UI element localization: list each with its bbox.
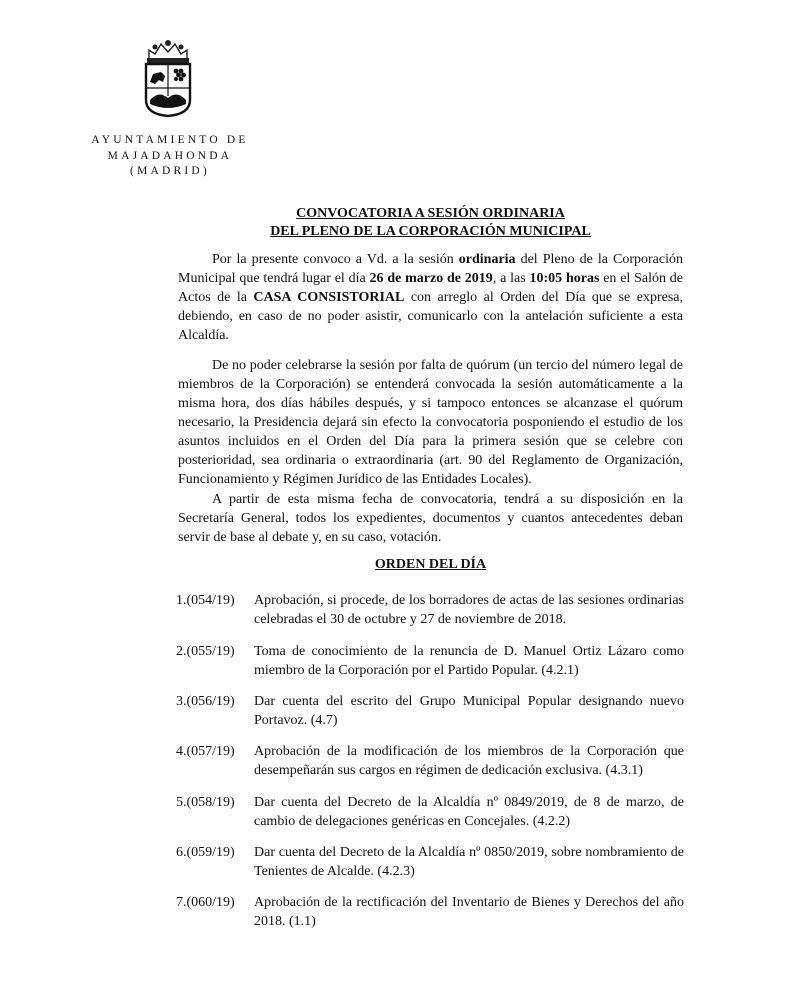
agenda-item <box>176 893 684 931</box>
agenda-item-number: 3.(056/19) <box>176 694 235 709</box>
document-title <box>178 205 683 241</box>
agenda-item-text: Aprobación, si procede, de los borradores de actas de las sesiones ordinarias celebradas el 30 de octubre y 27 de noviembre de 2018. <box>254 593 684 627</box>
title-line-2: DEL PLENO DE LA CORPORACIÓN MUNICIPAL <box>270 224 591 239</box>
agenda-item-number: 7.(060/19) <box>176 895 235 910</box>
agenda-item-text: Aprobación de la modificación de los miembros de la Corporación que desempeñarán sus cargos en régimen de dedicación exclusiva. (4.3.1) <box>254 744 684 778</box>
agenda-item-text: Aprobación de la rectificación del Inventario de Bienes y Derechos del año 2018. (1.1) <box>254 895 684 929</box>
org-province-line: (MADRID) <box>130 165 210 177</box>
coat-of-arms-logo <box>141 38 195 118</box>
org-name-line: AYUNTAMIENTO DE <box>91 134 249 146</box>
agenda-item-text: Dar cuenta del Decreto de la Alcaldía nº 0849/2019, de 8 de marzo, de cambio de delegaciones genéricas en Concejales. (4.2.2) <box>254 795 684 829</box>
paragraph-quorum: De no poder celebrarse la sesión por falta de quórum (un tercio del número legal de miembros de la Corporación) se entenderá convocada la sesión automáticamente a la misma hora, dos días hábiles después, y si tampoco entonces se alcanzase el quórum necesario, la Presidencia dejará sin efecto la convocatoria posponiendo el estudio de los asuntos incluidos en el Orden del Día para la primera sesión que se celebre con posterioridad, sea ordinaria o extraordinaria (art. 90 del Reglamento de Organización, Funcionamiento y Régimen Jurídico de las Entidades Locales). <box>178 358 683 487</box>
title-line-1: CONVOCATORIA A SESIÓN ORDINARIA <box>296 206 565 221</box>
paragraph-convocation: Por la presente convoco a Vd. a la sesión ordinaria del Pleno de la Corporación Municipal que tendrá lugar el día 26 de marzo de 2019, a las 10:05 horas en el Salón de Actos de la CASA CONSISTORIAL con arreglo al Orden del Día que se expresa, debiendo, en caso de no poder asistir, comunicarlo con la antelación suficiente a esta Alcaldía. <box>178 252 684 343</box>
organization-header <box>80 133 260 180</box>
agenda-item <box>176 742 684 780</box>
agenda-item-number: 4.(057/19) <box>176 744 235 759</box>
agenda-item-text: Dar cuenta del Decreto de la Alcaldía nº 0850/2019, sobre nombramiento de Tenientes de Alcalde. (4.2.3) <box>254 845 684 879</box>
agenda-item <box>176 843 684 881</box>
paragraph-documents: A partir de esta misma fecha de convocatoria, tendrá a su disposición en la Secretaría General, todos los expedientes, documentos y cuantos antecedentes deban servir de base al debate y, en su caso, votación. <box>178 492 683 545</box>
agenda-item-number: 5.(058/19) <box>176 795 235 810</box>
org-city-line: MAJADAHONDA <box>107 149 233 162</box>
agenda-title: ORDEN DEL DÍA <box>374 557 487 572</box>
agenda-item <box>176 793 684 831</box>
agenda-item-number: 6.(059/19) <box>176 845 235 860</box>
agenda-item-number: 2.(055/19) <box>176 644 235 659</box>
agenda-item-number: 1.(054/19) <box>176 593 235 608</box>
agenda-item <box>176 692 684 730</box>
agenda-item-text: Toma de conocimiento de la renuncia de D. Manuel Ortiz Lázaro como miembro de la Corporación por el Partido Popular. (4.2.1) <box>254 644 684 678</box>
agenda-item <box>176 591 684 629</box>
agenda-item-text: Dar cuenta del escrito del Grupo Municipal Popular designando nuevo Portavoz. (4.7) <box>254 694 684 728</box>
agenda-item <box>176 642 684 680</box>
